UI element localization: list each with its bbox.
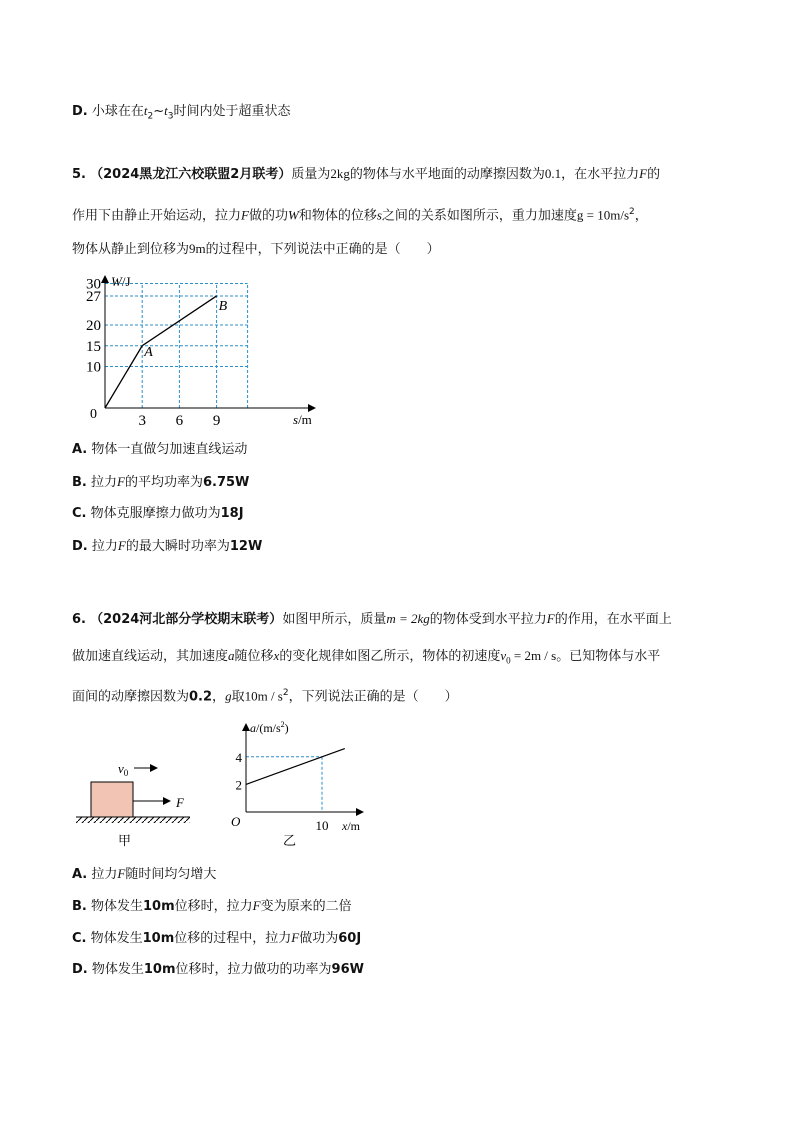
point-label-A: A (144, 344, 153, 360)
q5-source: （2024黑龙江六校联盟2月联考） (90, 167, 292, 182)
y-tick-label-10: 10 (86, 359, 101, 376)
y-tick-label-27: 27 (86, 288, 101, 305)
y-axis-label: $a/(m/s^2)$ (250, 720, 289, 735)
q6-option-a: A. 拉力F随时间均匀增大 (72, 866, 217, 882)
y-tick-label-20: 20 (86, 318, 101, 334)
q6-number: 6. (72, 612, 86, 627)
force-label: F (176, 795, 184, 810)
q4-option-d: D. 小球在在$t_2\sim t_3$时间内处于超重状态 (72, 103, 291, 122)
q6-line1: 6. （2024河北部分学校期末联考）如图甲所示，质量m = 2kg的物体受到水平拉力F的作用，在水平面上 (72, 611, 672, 627)
x-tick-label-6: 6 (175, 413, 184, 429)
q5-number: 5. (72, 167, 86, 182)
q5-work-displacement-chart (75, 268, 330, 433)
y-tick-label-2: 2 (235, 777, 242, 793)
series-line (105, 296, 217, 408)
q5-option-d: D. 拉力F的最大瞬时功率为12W (72, 538, 263, 554)
v0-label: $v_0$ (118, 761, 129, 778)
figure-jia-block-diagram (72, 755, 197, 850)
q5-option-a: A. 物体一直做匀加速直线运动 (72, 442, 248, 457)
y-axis-label: W/J (111, 274, 131, 289)
q6-option-d: D. 物体发生10m位移时，拉力做功的功率为96W (72, 962, 364, 977)
q5-line1: 5. （2024黑龙江六校联盟2月联考）质量为2kg的物体与水平地面的动摩擦因数为0.1，在水平拉力F的 (72, 166, 661, 182)
q5-option-b: B. 拉力F的平均功率为6.75W (72, 474, 250, 490)
q6-option-b: B. 物体发生10m位移时，拉力F变为原来的二倍 (72, 898, 352, 914)
x-tick-label-9: 9 (212, 413, 221, 429)
figure-jia-caption: 甲 (118, 833, 132, 848)
y-tick-label-4: 4 (235, 749, 242, 765)
origin-label: 0 (90, 407, 97, 422)
figure-yi-caption: 乙 (283, 833, 297, 848)
q5-line2: 作用下由静止开始运动，拉力F做的功W和物体的位移s之间的关系如图所示，重力加速度$g = 10m/s^2$， (72, 207, 648, 224)
q5-option-c: C. 物体克服摩擦力做功为18J (72, 506, 244, 521)
x-axis-label: s/m (293, 412, 312, 427)
origin-label: O (231, 814, 241, 829)
block (91, 782, 133, 817)
q6-acceleration-displacement-chart (228, 718, 373, 850)
x-tick-label-10: 10 (315, 818, 329, 833)
q6-line2: 做加速直线运动，其加速度a随位移x的变化规律如图乙所示，物体的初速度$v_0 = 2m / s$。已知物体与水平 (72, 648, 661, 666)
ground-hatch (76, 817, 190, 823)
q6-option-c: C. 物体发生10m位移的过程中，拉力F做功为60J (72, 930, 362, 946)
q6-source: （2024河北部分学校期末联考） (90, 612, 283, 627)
y-tick-label-30: 30 (86, 276, 101, 293)
point-label-B: B (218, 298, 228, 314)
x-axis-label: x/m (342, 819, 360, 833)
x-tick-label-3: 3 (138, 413, 146, 429)
series-line (246, 749, 345, 785)
y-tick-label-15: 15 (86, 338, 101, 355)
q6-line3: 面间的动摩擦因数为0.2，g取$10m / s^2$，下列说法正确的是（ ） (72, 688, 458, 705)
q5-line3: 物体从静止到位移为9m的过程中，下列说法中正确的是（ ） (72, 241, 440, 257)
